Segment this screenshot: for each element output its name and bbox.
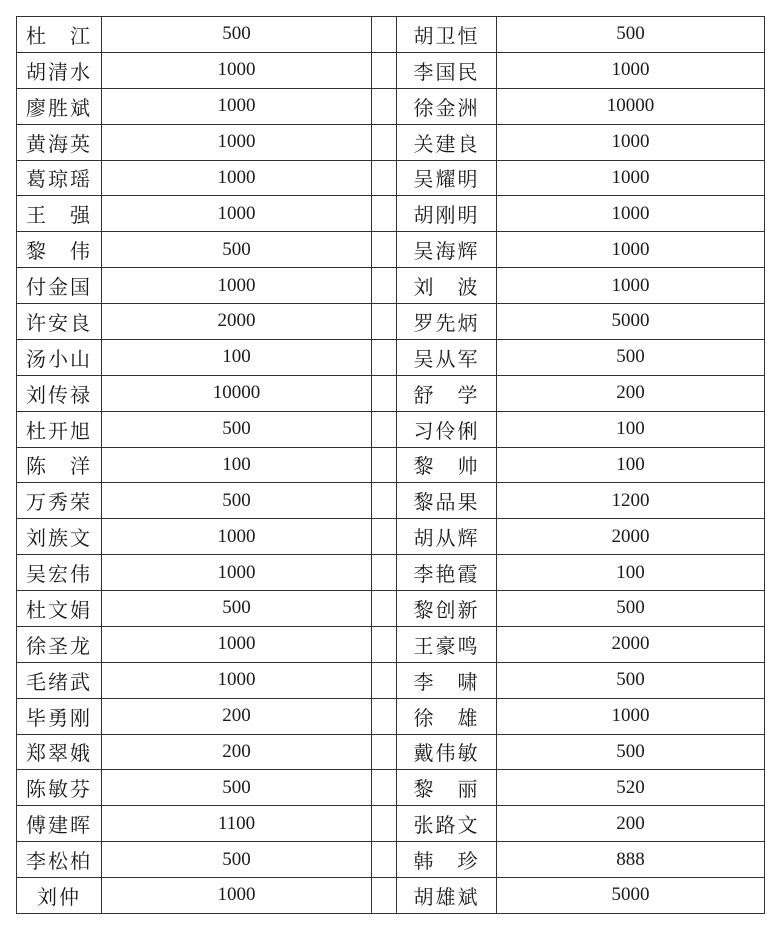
left-donation-amount: 200 <box>102 698 372 734</box>
table-row <box>17 555 765 591</box>
right-donation-amount: 1000 <box>497 52 765 88</box>
left-donor-name: 徐圣龙 <box>17 626 102 662</box>
right-donor-name: 吴耀明 <box>397 160 497 196</box>
right-donor-name: 李国民 <box>397 52 497 88</box>
right-donation-amount: 2000 <box>497 626 765 662</box>
right-donor-name: 黎 丽 <box>397 770 497 806</box>
table-row <box>17 626 765 662</box>
table-row <box>17 375 765 411</box>
left-donation-amount: 500 <box>102 591 372 627</box>
right-donation-amount: 1000 <box>497 232 765 268</box>
right-donor-name: 习伶俐 <box>397 411 497 447</box>
column-divider <box>372 232 397 268</box>
table-row <box>17 447 765 483</box>
left-donor-name: 许安良 <box>17 304 102 340</box>
table-row <box>17 806 765 842</box>
left-donation-amount: 1000 <box>102 626 372 662</box>
table-row <box>17 842 765 878</box>
column-divider <box>372 698 397 734</box>
left-donor-name: 傅建晖 <box>17 806 102 842</box>
donation-list-sheet <box>16 16 764 913</box>
left-donor-name: 付金国 <box>17 268 102 304</box>
left-donor-name: 毛绪武 <box>17 662 102 698</box>
column-divider <box>372 842 397 878</box>
right-donation-amount: 200 <box>497 375 765 411</box>
left-donor-name: 陈敏芬 <box>17 770 102 806</box>
left-donation-amount: 100 <box>102 339 372 375</box>
right-donation-amount: 520 <box>497 770 765 806</box>
table-row <box>17 52 765 88</box>
right-donation-amount: 1000 <box>497 124 765 160</box>
right-donation-amount: 1000 <box>497 160 765 196</box>
table-row <box>17 304 765 340</box>
left-donor-name: 杜 江 <box>17 17 102 53</box>
left-donor-name: 葛琼瑶 <box>17 160 102 196</box>
right-donor-name: 张路文 <box>397 806 497 842</box>
donation-table <box>16 16 765 914</box>
table-row <box>17 17 765 53</box>
left-donor-name: 刘仲 <box>17 878 102 914</box>
right-donation-amount: 2000 <box>497 519 765 555</box>
right-donor-name: 王豪鸣 <box>397 626 497 662</box>
column-divider <box>372 878 397 914</box>
right-donation-amount: 1000 <box>497 196 765 232</box>
table-row <box>17 339 765 375</box>
left-donation-amount: 500 <box>102 483 372 519</box>
right-donor-name: 戴伟敏 <box>397 734 497 770</box>
right-donation-amount: 100 <box>497 411 765 447</box>
right-donor-name: 徐金洲 <box>397 88 497 124</box>
right-donation-amount: 1000 <box>497 268 765 304</box>
column-divider <box>372 626 397 662</box>
column-divider <box>372 734 397 770</box>
right-donor-name: 胡雄斌 <box>397 878 497 914</box>
right-donor-name: 胡从辉 <box>397 519 497 555</box>
column-divider <box>372 339 397 375</box>
right-donor-name: 舒 学 <box>397 375 497 411</box>
donation-table-body <box>17 17 765 914</box>
right-donor-name: 关建良 <box>397 124 497 160</box>
right-donation-amount: 100 <box>497 555 765 591</box>
left-donation-amount: 500 <box>102 842 372 878</box>
right-donation-amount: 500 <box>497 339 765 375</box>
left-donation-amount: 10000 <box>102 375 372 411</box>
left-donor-name: 杜开旭 <box>17 411 102 447</box>
column-divider <box>372 160 397 196</box>
right-donation-amount: 200 <box>497 806 765 842</box>
left-donor-name: 黎 伟 <box>17 232 102 268</box>
left-donation-amount: 1000 <box>102 196 372 232</box>
table-row <box>17 196 765 232</box>
left-donation-amount: 500 <box>102 411 372 447</box>
right-donor-name: 刘 波 <box>397 268 497 304</box>
column-divider <box>372 17 397 53</box>
column-divider <box>372 591 397 627</box>
column-divider <box>372 304 397 340</box>
right-donor-name: 韩 珍 <box>397 842 497 878</box>
right-donor-name: 黎 帅 <box>397 447 497 483</box>
right-donation-amount: 500 <box>497 734 765 770</box>
right-donation-amount: 1000 <box>497 698 765 734</box>
column-divider <box>372 447 397 483</box>
right-donor-name: 吴海辉 <box>397 232 497 268</box>
right-donation-amount: 100 <box>497 447 765 483</box>
left-donation-amount: 1000 <box>102 555 372 591</box>
table-row <box>17 519 765 555</box>
column-divider <box>372 375 397 411</box>
right-donor-name: 吴从军 <box>397 339 497 375</box>
left-donor-name: 刘传禄 <box>17 375 102 411</box>
left-donation-amount: 1000 <box>102 662 372 698</box>
left-donor-name: 万秀荣 <box>17 483 102 519</box>
left-donation-amount: 100 <box>102 447 372 483</box>
left-donation-amount: 500 <box>102 17 372 53</box>
left-donor-name: 黄海英 <box>17 124 102 160</box>
column-divider <box>372 483 397 519</box>
right-donation-amount: 500 <box>497 662 765 698</box>
table-row <box>17 160 765 196</box>
left-donor-name: 汤小山 <box>17 339 102 375</box>
table-row <box>17 662 765 698</box>
left-donor-name: 杜文娟 <box>17 591 102 627</box>
table-row <box>17 88 765 124</box>
column-divider <box>372 806 397 842</box>
table-row <box>17 591 765 627</box>
column-divider <box>372 52 397 88</box>
column-divider <box>372 555 397 591</box>
right-donor-name: 李艳霞 <box>397 555 497 591</box>
left-donor-name: 廖胜斌 <box>17 88 102 124</box>
table-row <box>17 411 765 447</box>
right-donor-name: 黎创新 <box>397 591 497 627</box>
table-row <box>17 483 765 519</box>
right-donation-amount: 10000 <box>497 88 765 124</box>
right-donor-name: 徐 雄 <box>397 698 497 734</box>
column-divider <box>372 519 397 555</box>
left-donation-amount: 500 <box>102 770 372 806</box>
right-donation-amount: 1200 <box>497 483 765 519</box>
table-row <box>17 232 765 268</box>
table-row <box>17 734 765 770</box>
left-donation-amount: 1000 <box>102 160 372 196</box>
right-donation-amount: 500 <box>497 17 765 53</box>
left-donation-amount: 1000 <box>102 519 372 555</box>
left-donation-amount: 1000 <box>102 268 372 304</box>
table-row <box>17 698 765 734</box>
column-divider <box>372 770 397 806</box>
left-donor-name: 毕勇刚 <box>17 698 102 734</box>
right-donation-amount: 500 <box>497 591 765 627</box>
left-donor-name: 胡清水 <box>17 52 102 88</box>
table-row <box>17 770 765 806</box>
right-donor-name: 胡刚明 <box>397 196 497 232</box>
left-donation-amount: 2000 <box>102 304 372 340</box>
column-divider <box>372 88 397 124</box>
left-donor-name: 郑翠娥 <box>17 734 102 770</box>
left-donation-amount: 1000 <box>102 88 372 124</box>
left-donor-name: 吴宏伟 <box>17 555 102 591</box>
left-donor-name: 刘族文 <box>17 519 102 555</box>
table-row <box>17 878 765 914</box>
column-divider <box>372 124 397 160</box>
right-donation-amount: 5000 <box>497 304 765 340</box>
column-divider <box>372 662 397 698</box>
table-row <box>17 124 765 160</box>
table-row <box>17 268 765 304</box>
right-donor-name: 胡卫恒 <box>397 17 497 53</box>
right-donation-amount: 5000 <box>497 878 765 914</box>
column-divider <box>372 268 397 304</box>
left-donation-amount: 500 <box>102 232 372 268</box>
column-divider <box>372 411 397 447</box>
right-donor-name: 李 啸 <box>397 662 497 698</box>
left-donor-name: 王 强 <box>17 196 102 232</box>
left-donor-name: 陈 洋 <box>17 447 102 483</box>
right-donor-name: 黎品果 <box>397 483 497 519</box>
column-divider <box>372 196 397 232</box>
right-donation-amount: 888 <box>497 842 765 878</box>
left-donation-amount: 1000 <box>102 124 372 160</box>
left-donation-amount: 1000 <box>102 878 372 914</box>
left-donation-amount: 1100 <box>102 806 372 842</box>
left-donor-name: 李松柏 <box>17 842 102 878</box>
left-donation-amount: 1000 <box>102 52 372 88</box>
right-donor-name: 罗先炳 <box>397 304 497 340</box>
left-donation-amount: 200 <box>102 734 372 770</box>
